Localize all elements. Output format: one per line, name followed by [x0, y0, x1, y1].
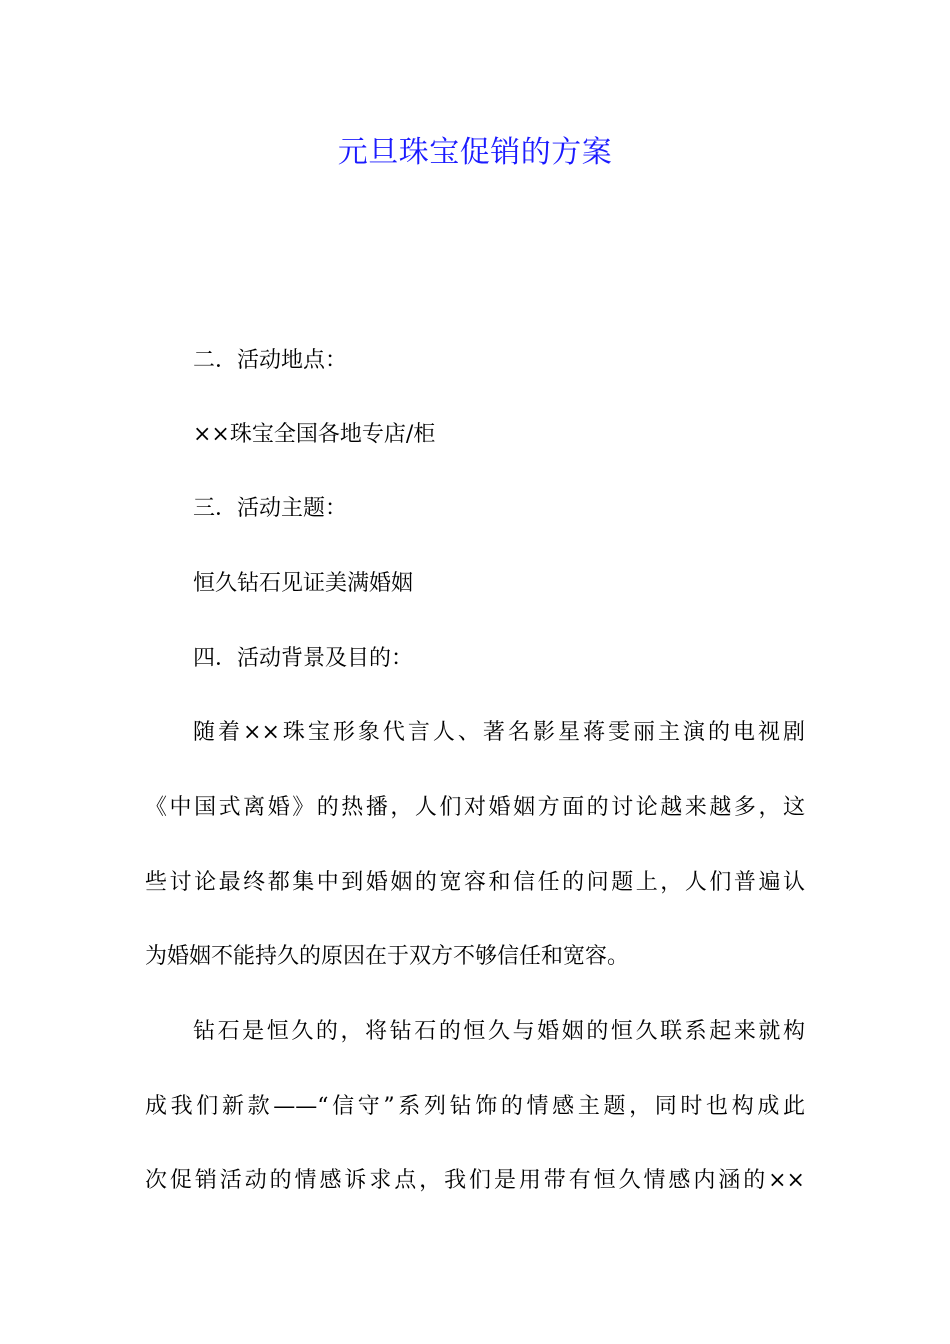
paragraph-line: 次促销活动的情感诉求点，我们是用带有恒久情感内涵的×× [145, 1168, 805, 1193]
section-heading-background: 四．活动背景及目的： [193, 646, 414, 671]
section-heading-theme: 三．活动主题： [193, 496, 348, 521]
paragraph-line: 随着××珠宝形象代言人、著名影星蒋雯丽主演的电视剧 [193, 720, 805, 745]
paragraph-line: 成我们新款——“信守”系列钻饰的情感主题，同时也构成此 [145, 1094, 805, 1119]
paragraph-line: 些讨论最终都集中到婚姻的宽容和信任的问题上，人们普遍认 [145, 870, 805, 895]
paragraph-line: 为婚姻不能持久的原因在于双方不够信任和宽容。 [145, 944, 630, 969]
paragraph-line: 《中国式离婚》的热播，人们对婚姻方面的讨论越来越多，这 [145, 795, 805, 820]
location-text: ××珠宝全国各地专店/柜 [193, 422, 436, 447]
section-heading-location: 二．活动地点： [193, 348, 348, 373]
theme-text: 恒久钻石见证美满婚姻 [193, 571, 414, 596]
document-title: 元旦珠宝促销的方案 [337, 135, 613, 170]
paragraph-line: 钻石是恒久的，将钻石的恒久与婚姻的恒久联系起来就构 [193, 1019, 805, 1044]
